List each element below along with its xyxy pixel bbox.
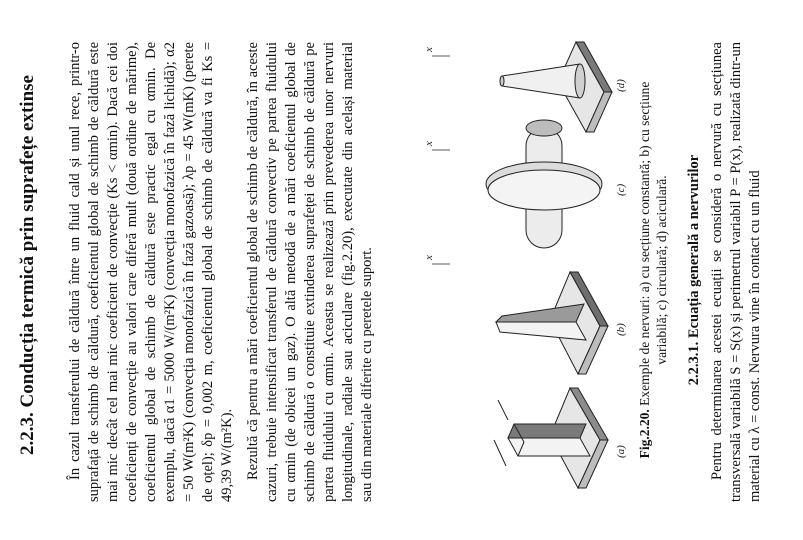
fin-panel-a (494, 388, 608, 488)
axis-label-c: x (423, 141, 435, 146)
subsection-title: Ecuația generală a nervurilor (686, 154, 702, 339)
fin-panel-b (496, 272, 608, 374)
axis-label-b: x (423, 255, 435, 260)
paragraph-1-text: În cazul transferului de căldură între un fluid cald și unul rece, printr-o suprafață de schimb de căldură, coeficientul global de schimb de căldură este mai mic decât cel mai mic coeficient de convecție (Ks < αmin). Dacă cei doi coeficienți de convecție au valori care diferă mult (două ordine de mărime), coeficientul global de schimb de căldură este practic egal cu αmin. De exemplu, dacă α1 = 5000 W/(m²K) (convecția monofazică în fază lichidă); α2 = 50 W(m²K) (convecția monofazică în fază gazoasă); λp = 45 W(mK) (perete de oțel); δp = 0,002 m, coeficientul global de schimb de căldură va fi Ks = 49,39 W/(m²K). (67, 42, 235, 502)
x-axis-arrows (432, 56, 450, 264)
section-number: 2.2.3. (17, 412, 38, 455)
fin-figure-drawing (410, 36, 632, 496)
section-title: Conducția termică prin suprafețe extinse (17, 75, 38, 408)
figure-caption-text: Exemple de nervuri: a) cu secțiune constantă; b) cu secțiune variabilă; c) circulară; d) aciculară. (637, 81, 669, 406)
fin-figure (410, 36, 632, 496)
subsection-heading (686, 40, 703, 500)
paragraph-1 (66, 42, 237, 502)
panel-label-a: (a) (615, 445, 627, 458)
axis-label-d: x (423, 47, 435, 52)
panel-label-d: (d) (615, 79, 627, 92)
figure-caption (636, 60, 670, 480)
paragraph-2-text: Rezultă că pentru a mări coeficientul global de schimb de căldură, în aceste cazuri, trebuie intensificat transferul de căldură convectiv pe partea fluidului cu αmin (de obicei un gaz). O altă metodă de a mări coeficientul global de schimb de căldură o constituie extinderea suprafeței de schimb de căldură pe partea fluidului cu αmin. Aceasta se realizează prin prevederea unor nervuri longitudinale, radiale sau aciculare (fig.2.20), executate din același material sau din materiale diferite cu peretele suport. (245, 42, 375, 502)
paragraph-2 (244, 42, 377, 502)
figure-caption-label: Fig.2.20. (637, 409, 652, 459)
section-heading (16, 30, 39, 500)
paragraph-3-text: Pentru determinarea acestei ecuații se consideră o nervură cu secțiunea transversală variabilă S = S(x) și perimetrul variabil P = P(x), realizată dintr-un material cu λ = const. Nervura vine în contact cu un fluid (709, 42, 763, 502)
panel-label-c: (c) (615, 183, 627, 196)
fin-panel-c (486, 120, 602, 248)
paragraph-3 (708, 42, 765, 502)
fin-panel-d (500, 42, 612, 132)
subsection-number: 2.2.3.1. (686, 341, 702, 386)
panel-label-b: (b) (615, 323, 627, 336)
